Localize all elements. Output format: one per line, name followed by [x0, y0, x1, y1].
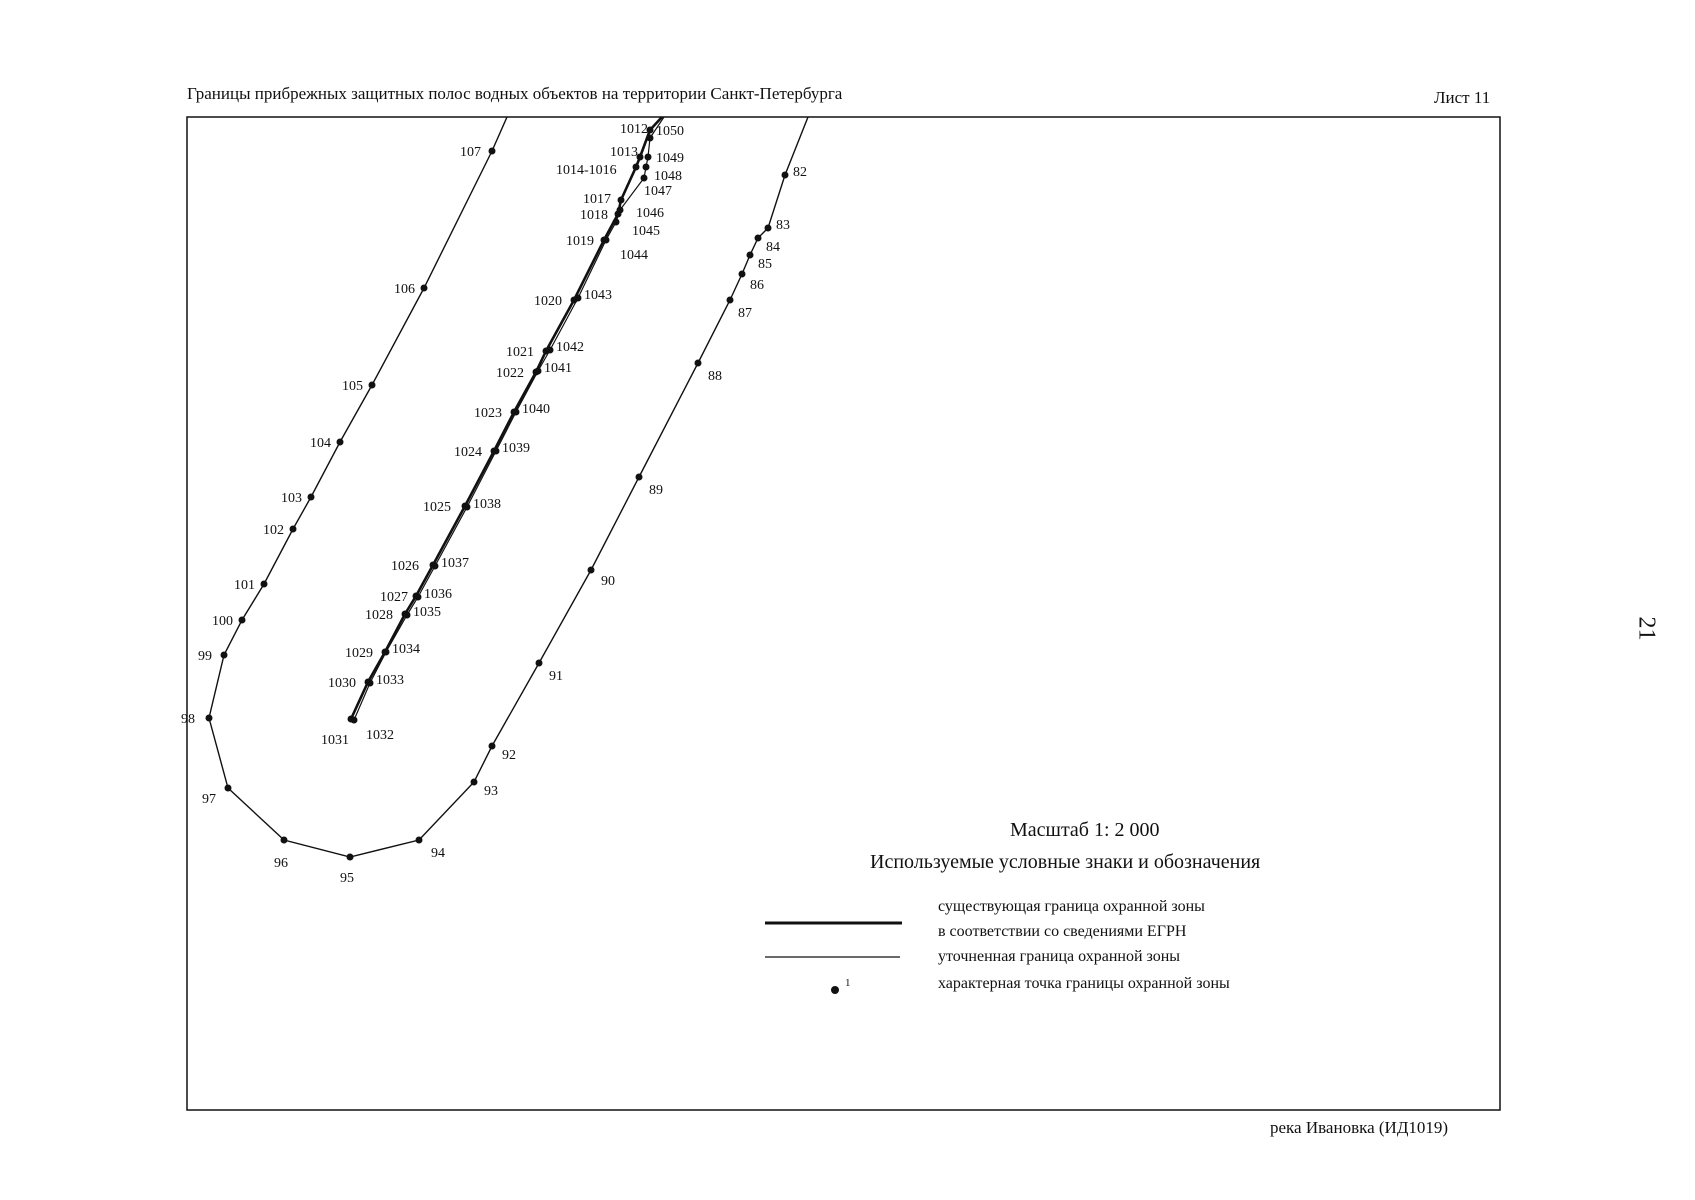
outer-boundary-line: [209, 117, 808, 857]
inner-left-label-1017: 1017: [583, 192, 611, 207]
inner-right-label-1044: 1044: [620, 248, 648, 263]
outer-label-89: 89: [649, 483, 663, 498]
outer-label-104: 104: [310, 436, 331, 451]
inner-right-label-1045: 1045: [632, 224, 660, 239]
outer-point-90: [588, 567, 595, 574]
outer-point-88: [695, 360, 702, 367]
inner-right-point-1034: [383, 649, 390, 656]
sheet-number: Лист 11: [1434, 88, 1491, 107]
inner-left-label-1026: 1026: [391, 559, 419, 574]
outer-point-107: [489, 148, 496, 155]
inner-left-label-1013: 1013: [610, 145, 638, 160]
outer-point-101: [261, 581, 268, 588]
legend-refined-text: уточненная граница охранной зоны: [938, 948, 1181, 965]
inner-right-point-1042: [547, 347, 554, 354]
outer-point-104: [337, 439, 344, 446]
outer-label-83: 83: [776, 218, 790, 233]
inner-left-label-1027: 1027: [380, 590, 408, 605]
outer-point-82: [782, 172, 789, 179]
inner-left-label-1025: 1025: [423, 500, 451, 515]
inner-left-label-1030: 1030: [328, 676, 356, 691]
outer-point-84: [755, 235, 762, 242]
outer-point-95: [347, 854, 354, 861]
outer-label-93: 93: [484, 784, 498, 799]
inner-right-point-1037: [432, 563, 439, 570]
inner-right-label-1046: 1046: [636, 206, 664, 221]
inner-left-label-1022: 1022: [496, 366, 524, 381]
outer-label-84: 84: [766, 240, 780, 255]
inner-left-label-1029: 1029: [345, 646, 373, 661]
inner-right-point-1036: [415, 594, 422, 601]
inner-right-label-1050: 1050: [656, 124, 684, 139]
inner-left-label-1014-1016: 1014-1016: [556, 163, 617, 178]
inner-right-point-1047: [641, 175, 648, 182]
inner-left-label-1020: 1020: [534, 294, 562, 309]
outer-point-85: [747, 252, 754, 259]
legend-point-marker: [831, 986, 839, 994]
outer-label-106: 106: [394, 282, 415, 297]
inner-right-label-1033: 1033: [376, 673, 404, 688]
page-mark: 21: [1633, 616, 1660, 641]
inner-left-label-1018: 1018: [580, 208, 608, 223]
legend-point-sample: 1: [845, 977, 851, 989]
inner-right-point-1041: [535, 368, 542, 375]
inner-right-point-1048: [643, 164, 650, 171]
inner-right-label-1040: 1040: [522, 402, 550, 417]
inner-left-label-1023: 1023: [474, 406, 502, 421]
river-label: река Ивановка (ИД1019): [1270, 1118, 1449, 1137]
inner-left-point-1017: [618, 197, 625, 204]
outer-label-105: 105: [342, 379, 363, 394]
inner-right-label-1038: 1038: [473, 497, 501, 512]
outer-point-89: [636, 474, 643, 481]
outer-label-96: 96: [274, 856, 288, 871]
outer-point-103: [308, 494, 315, 501]
outer-point-102: [290, 526, 297, 533]
inner-right-label-1036: 1036: [424, 587, 452, 602]
inner-right-label-1034: 1034: [392, 642, 420, 657]
outer-point-83: [765, 225, 772, 232]
outer-label-99: 99: [198, 649, 212, 664]
outer-point-105: [369, 382, 376, 389]
legend-title: Используемые условные знаки и обозначения: [870, 851, 1261, 873]
inner-left-label-1024: 1024: [454, 445, 482, 460]
outer-label-97: 97: [202, 792, 216, 807]
inner-right-label-1037: 1037: [441, 556, 469, 571]
inner-right-label-1041: 1041: [544, 361, 572, 376]
inner-right-point-1038: [464, 504, 471, 511]
outer-label-107: 107: [460, 145, 481, 160]
boundary-lines: [209, 117, 808, 857]
page-title: Границы прибрежных защитных полос водных объектов на территории Санкт-Петербурга: [187, 84, 843, 103]
outer-label-85: 85: [758, 257, 772, 272]
inner-left-label-1028: 1028: [365, 608, 393, 623]
outer-point-100: [239, 617, 246, 624]
outer-label-92: 92: [502, 748, 516, 763]
outer-label-82: 82: [793, 165, 807, 180]
outer-label-90: 90: [601, 574, 615, 589]
inner-right-point-1044: [603, 237, 610, 244]
outer-point-96: [281, 837, 288, 844]
outer-point-93: [471, 779, 478, 786]
refined-boundary-line: [354, 117, 664, 720]
inner-left-label-1021: 1021: [506, 345, 534, 360]
legend-scale: Масштаб 1: 2 000: [1010, 819, 1160, 841]
outer-point-97: [225, 785, 232, 792]
outer-label-98: 98: [181, 712, 195, 727]
outer-point-86: [739, 271, 746, 278]
outer-label-100: 100: [212, 614, 233, 629]
inner-left-point-1014-1016: [633, 164, 640, 171]
inner-right-point-1046: [617, 207, 624, 214]
outer-point-94: [416, 837, 423, 844]
inner-left-label-1031: 1031: [321, 733, 349, 748]
legend-existing-text-2: в соответствии со сведениями ЕГРН: [938, 923, 1187, 940]
inner-right-label-1047: 1047: [644, 184, 672, 199]
outer-label-95: 95: [340, 871, 354, 886]
existing-boundary-line: [351, 117, 662, 719]
inner-right-label-1049: 1049: [656, 151, 684, 166]
outer-label-102: 102: [263, 523, 284, 538]
inner-right-point-1032: [351, 717, 358, 724]
inner-right-label-1042: 1042: [556, 340, 584, 355]
inner-left-label-1019: 1019: [566, 234, 594, 249]
legend-point-text: характерная точка границы охранной зоны: [938, 975, 1230, 992]
outer-label-86: 86: [750, 278, 764, 293]
outer-point-87: [727, 297, 734, 304]
outer-point-106: [421, 285, 428, 292]
outer-label-103: 103: [281, 491, 302, 506]
inner-right-label-1048: 1048: [654, 169, 682, 184]
outer-label-94: 94: [431, 846, 445, 861]
outer-point-99: [221, 652, 228, 659]
inner-right-point-1039: [493, 448, 500, 455]
outer-point-92: [489, 743, 496, 750]
inner-right-label-1032: 1032: [366, 728, 394, 743]
outer-label-88: 88: [708, 369, 722, 384]
outer-label-91: 91: [549, 669, 563, 684]
inner-left-label-1012: 1012: [620, 122, 648, 137]
outer-label-101: 101: [234, 578, 255, 593]
inner-right-point-1049: [645, 154, 652, 161]
inner-right-label-1039: 1039: [502, 441, 530, 456]
inner-right-label-1043: 1043: [584, 288, 612, 303]
inner-right-point-1040: [513, 409, 520, 416]
legend-existing-text-1: существующая граница охранной зоны: [938, 898, 1205, 915]
inner-right-point-1035: [404, 612, 411, 619]
inner-right-point-1043: [575, 295, 582, 302]
inner-right-label-1035: 1035: [413, 605, 441, 620]
inner-right-point-1033: [367, 680, 374, 687]
inner-right-point-1045: [613, 219, 620, 226]
point-labels: [181, 122, 807, 886]
outer-label-87: 87: [738, 306, 752, 321]
outer-point-98: [206, 715, 213, 722]
outer-point-91: [536, 660, 543, 667]
